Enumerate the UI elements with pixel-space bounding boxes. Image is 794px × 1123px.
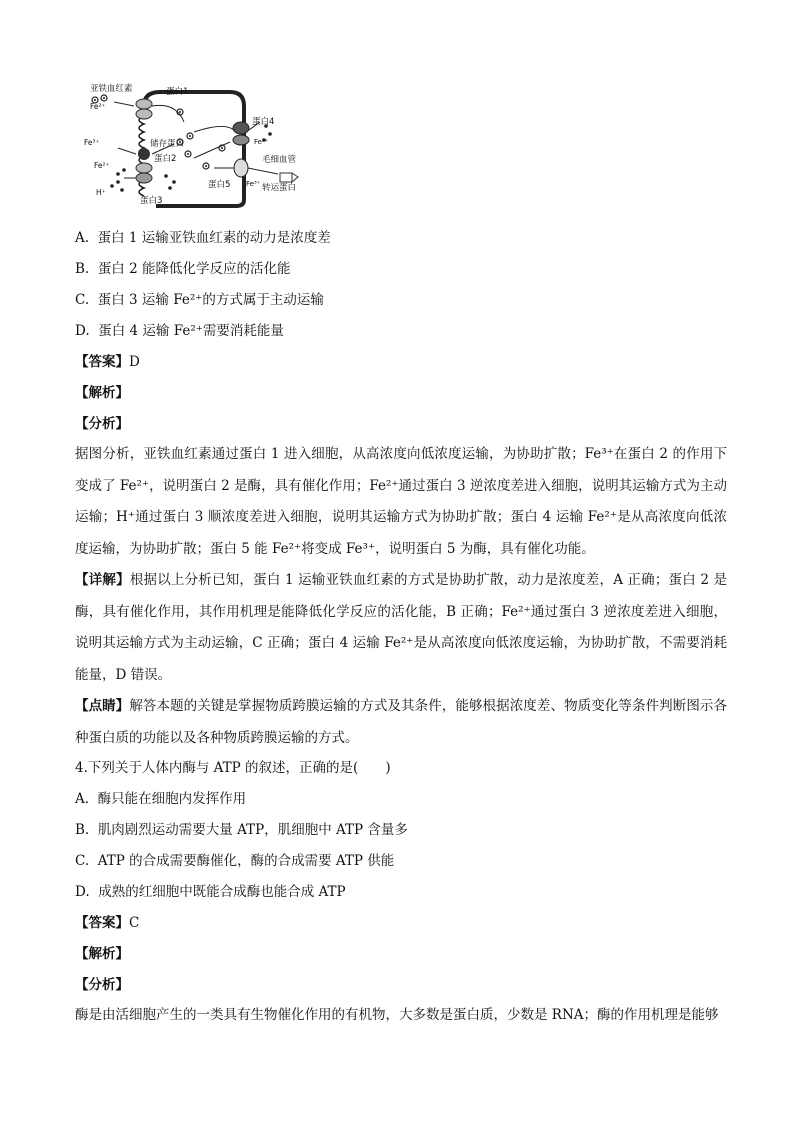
q3-detail-paragraph: 【详解】根据以上分析已知，蛋白 1 运输亚铁血红素的方式是协助扩散，动力是浓度差，A 正确；蛋白 2 是酶，具有催化作用，其作用机理是能降低化学反应的活化能，B 正确；Fe²⁺通过蛋白 3 逆浓度差进入细胞，说明其运输方式为主动运输，C 正确；蛋白 4 运输 Fe²⁺是从高浓度向低浓度运输，为协助扩散，不需要消耗能量，D 错误。	[75, 572, 728, 683]
protein5-shape	[234, 159, 248, 177]
q4-option-d: D. 成熟的红细胞中既能合成酶也能合成 ATP	[75, 884, 346, 900]
label-heme-iron: 亚铁血红素	[90, 84, 133, 94]
protein2-shape	[136, 163, 152, 173]
label-protein5: 蛋白5	[208, 180, 231, 190]
protein4-shape-lower	[233, 135, 249, 145]
protein3-shape	[136, 173, 152, 183]
q4-fenxi-paragraph: 酶是由活细胞产生的一类具有生物催化作用的有机物，大多数是蛋白质，少数是 RNA；酶的作用机理是能够	[75, 1007, 719, 1023]
q4-fenxi-heading: 【分析】	[75, 977, 129, 993]
label-protein1: 蛋白1	[166, 87, 189, 97]
q3-answer	[75, 352, 140, 372]
protein1-shape-lower	[136, 109, 152, 119]
q4-option-b: B. 肌肉剧烈运动需要大量 ATP，肌细胞中 ATP 含量多	[75, 822, 408, 838]
tip-tag: 【点睛】	[75, 698, 130, 714]
label-fe3-left: Fe³⁺	[84, 138, 100, 147]
q4-answer: 【答案】C	[75, 915, 140, 931]
label-transport-protein: 转运蛋白	[262, 183, 297, 193]
label-fe2-left: Fe²⁺	[94, 161, 110, 170]
q3-option-d: D. 蛋白 4 运输 Fe²⁺需要消耗能量	[75, 323, 284, 339]
label-fe2-top: Fe²⁺	[90, 102, 106, 111]
q4-analysis-heading: 【解析】	[75, 946, 129, 962]
q4-option-a: A. 酶只能在细胞内发挥作用	[75, 791, 247, 807]
q3-fenxi-heading: 【分析】	[75, 416, 129, 432]
protein4-shape	[233, 122, 249, 134]
label-fe2-right: Fe²⁺	[254, 138, 269, 146]
q3-option-a: A. 蛋白 1 运输亚铁血红素的动力是浓度差	[75, 230, 331, 246]
q3-analysis-heading: 【解析】	[75, 385, 129, 401]
q4-option-c: C. ATP 的合成需要酶催化，酶的合成需要 ATP 供能	[75, 853, 395, 869]
q4-stem: 4.下列关于人体内酶与 ATP 的叙述，正确的是( )	[75, 760, 391, 776]
label-protein4: 蛋白4	[252, 117, 275, 127]
protein1-shape	[136, 99, 152, 109]
answer-value: D	[129, 354, 140, 370]
q3-option-c: C. 蛋白 3 运输 Fe²⁺的方式属于主动运输	[75, 292, 324, 308]
iron-transport-figure	[84, 82, 314, 210]
label-h-ion: H⁺	[96, 188, 106, 197]
transport-protein-shape	[280, 173, 292, 182]
label-protein3: 蛋白3	[140, 196, 163, 206]
storage-protein-shape	[138, 148, 150, 160]
label-storage-protein: 储存蛋白	[150, 139, 185, 149]
detail-tag: 【详解】	[75, 572, 130, 588]
q3-tip-paragraph: 【点睛】解答本题的关键是掌握物质跨膜运输的方式及其条件，能够根据浓度差、物质变化等条件判断图示各种蛋白质的功能以及各种物质跨膜运输的方式。	[75, 698, 728, 746]
q3-fenxi-paragraph: 据图分析，亚铁血红素通过蛋白 1 进入细胞，从高浓度向低浓度运输，为协助扩散；Fe³⁺在蛋白 2 的作用下变成了 Fe²⁺，说明蛋白 2 是酶，具有催化作用；Fe²⁺通过蛋白 3 逆浓度差进入细胞，说明其运输方式为主动运输；H⁺通过蛋白 3 顺浓度差进入细胞，说明其运输方式为协助扩散；蛋白 4 运输 Fe²⁺是从高浓度向低浓度运输，为协助扩散；蛋白 5 能 Fe²⁺将变成 Fe³⁺，说明蛋白 5 为酶，具有催化功能。	[75, 446, 727, 557]
answer-tag: 【答案】	[75, 354, 129, 370]
label-fe3-right: Fe³⁺	[246, 180, 261, 188]
label-capillary: 毛细血管	[262, 155, 297, 165]
label-protein2: 蛋白2	[154, 154, 177, 164]
transport-protein-tip	[292, 173, 298, 182]
iron-transport-diagram	[84, 82, 314, 210]
q3-option-b: B. 蛋白 2 能降低化学反应的活化能	[75, 261, 291, 277]
